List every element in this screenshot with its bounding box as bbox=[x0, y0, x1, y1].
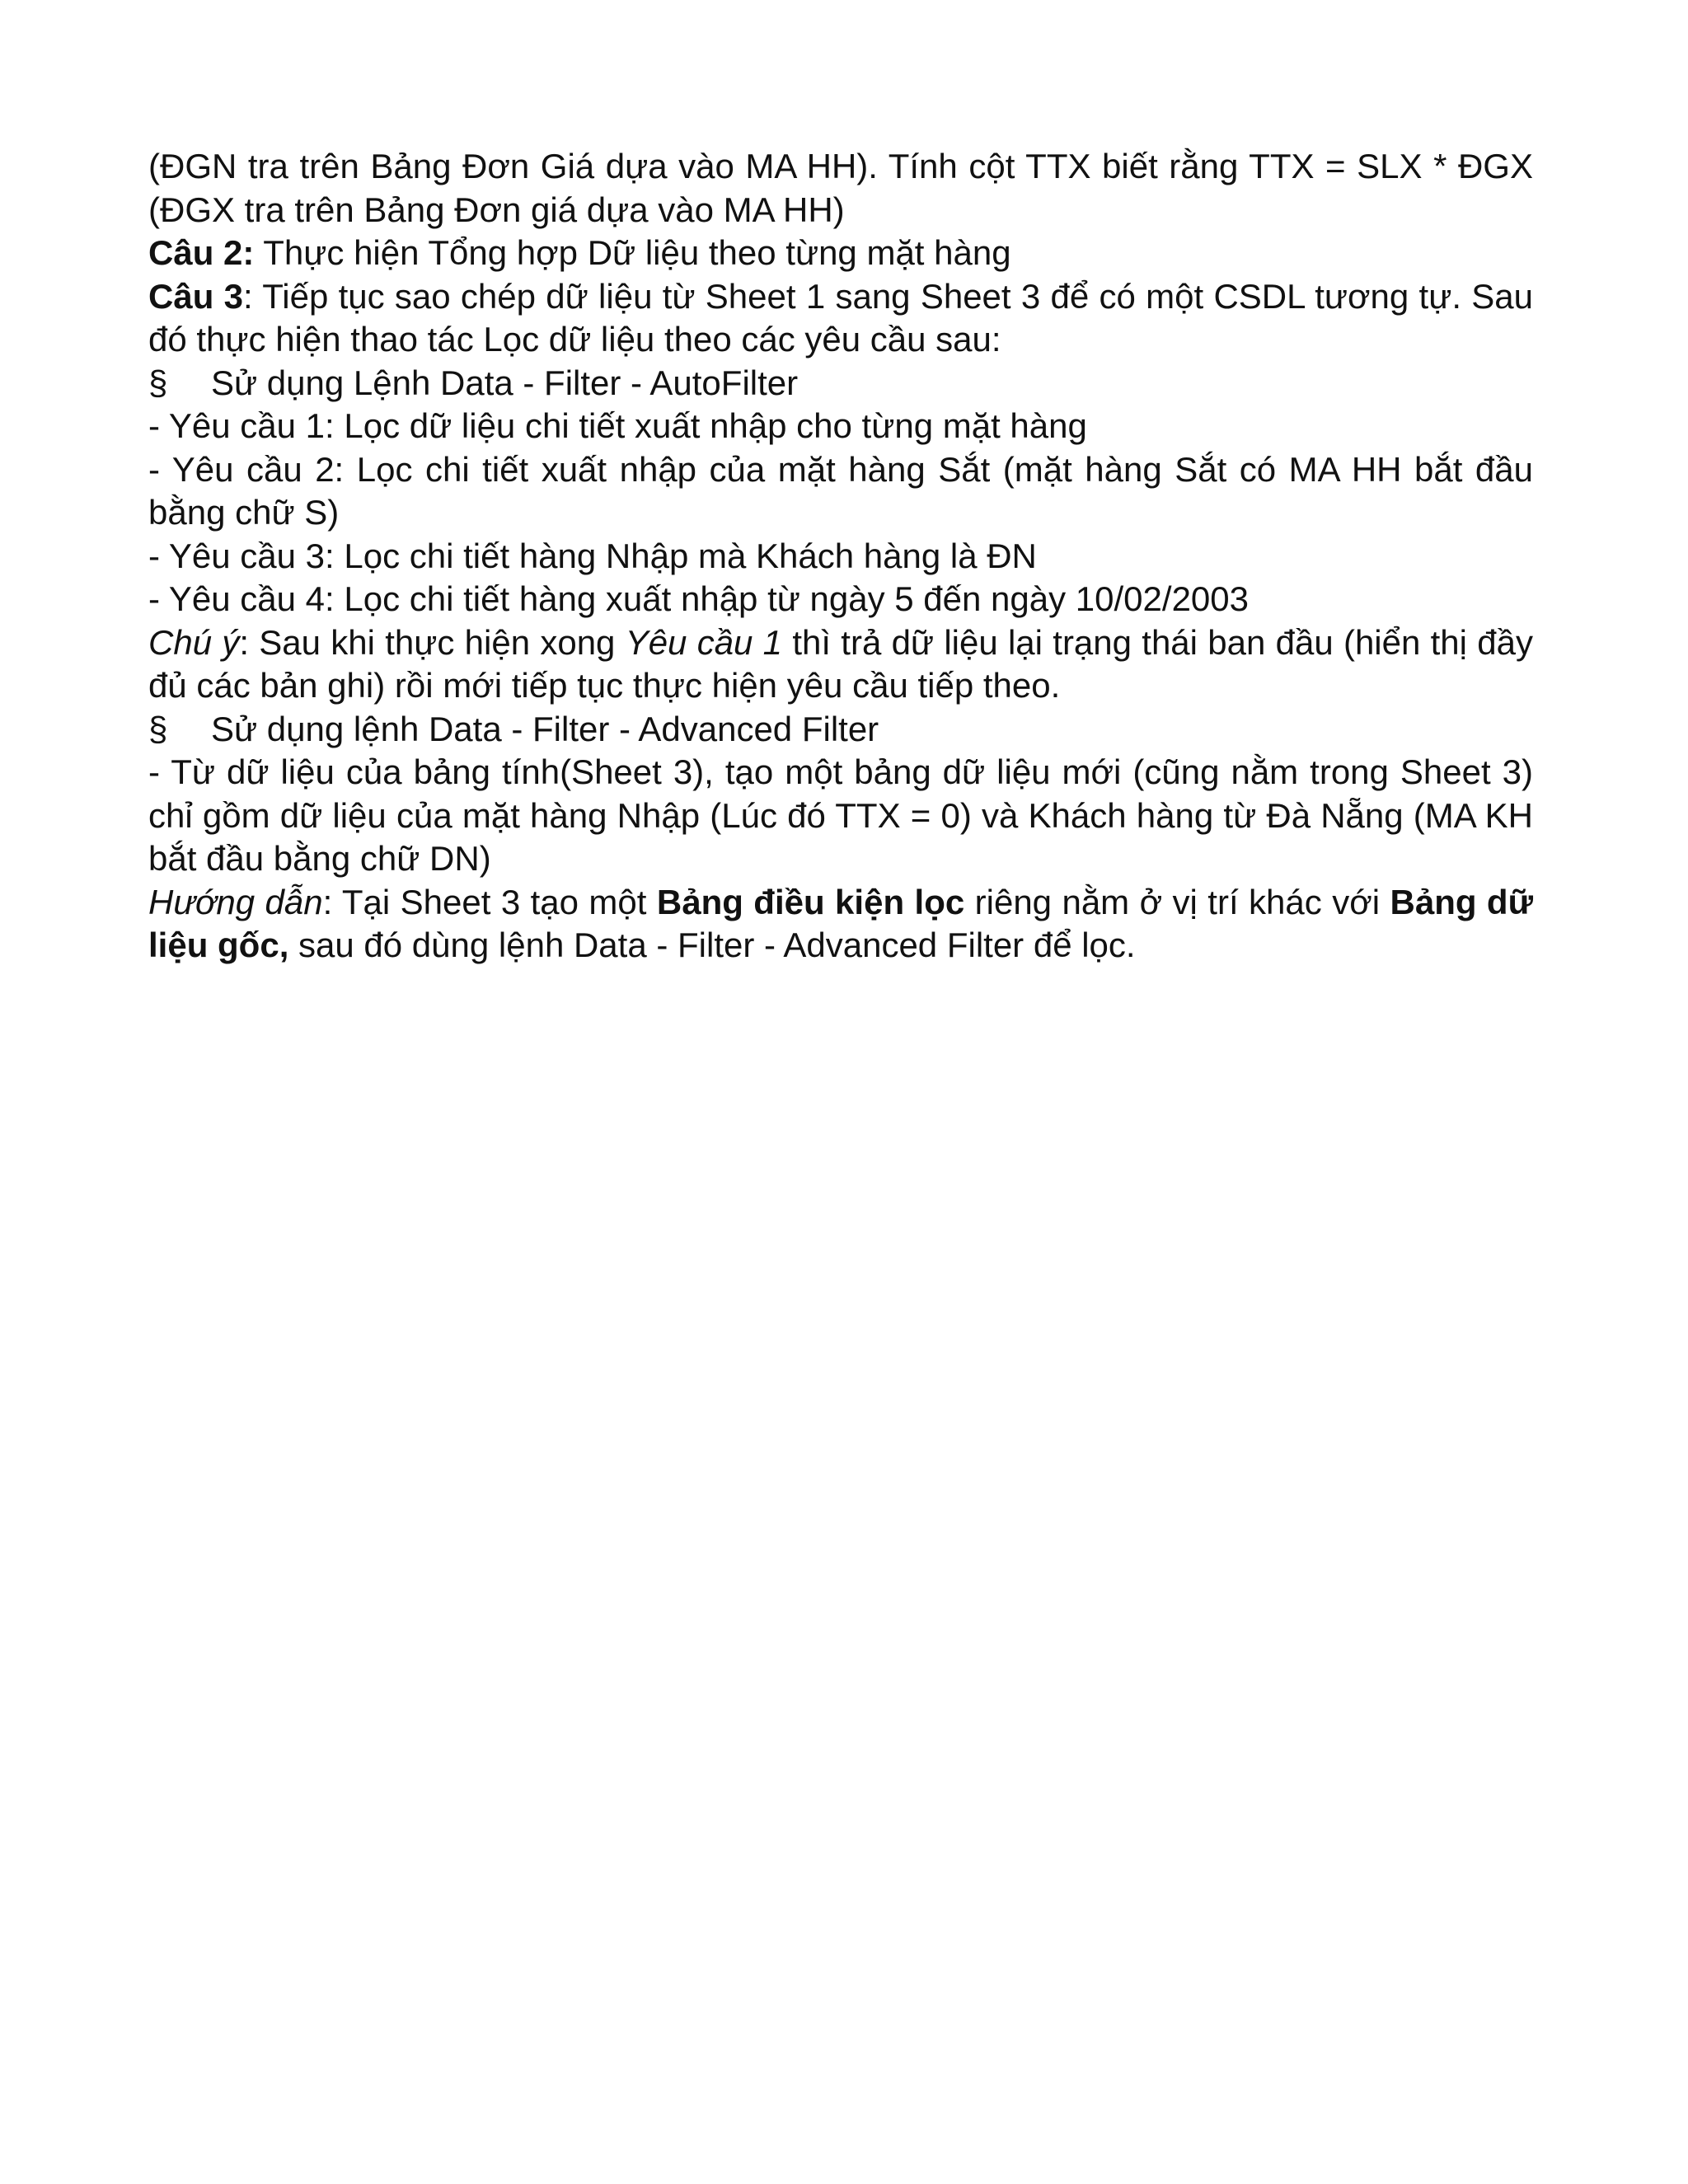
guide-paragraph bbox=[148, 881, 1533, 968]
question-2-text: Thực hiện Tổng hợp Dữ liệu theo từng mặt hàng bbox=[254, 233, 1011, 272]
question-2-label: Câu 2: bbox=[148, 233, 255, 272]
question-2 bbox=[148, 232, 1533, 275]
bullet-advanced-filter-text: Sử dụng lệnh Data - Filter - Advanced Filter bbox=[211, 709, 879, 748]
question-3-label: Câu 3 bbox=[148, 276, 243, 316]
requirement-3: - Yêu cầu 3: Lọc chi tiết hàng Nhập mà Khách hàng là ĐN bbox=[148, 536, 1037, 575]
section-mark-icon: § bbox=[148, 363, 168, 402]
note-label: Chú ý bbox=[148, 622, 240, 662]
question-3 bbox=[148, 275, 1533, 362]
requirement-2: - Yêu cầu 2: Lọc chi tiết xuất nhập của mặt hàng Sắt (mặt hàng Sắt có MA HH bắt đầu bằng chữ S) bbox=[148, 449, 1533, 532]
bullet-autofilter bbox=[148, 362, 1533, 405]
guide-text-c: sau đó dùng lệnh Data - Filter - Advanced Filter để lọc. bbox=[288, 926, 1136, 964]
note-paragraph bbox=[148, 621, 1533, 708]
guide-bold-a: Bảng điều kiện lọc bbox=[656, 882, 965, 921]
document-body bbox=[148, 145, 1533, 968]
note-text-a: : Sau khi thực hiện xong bbox=[239, 622, 626, 662]
guide-label: Hướng dẫn bbox=[148, 882, 323, 921]
bullet-advanced-filter bbox=[148, 708, 1533, 752]
section-mark-icon: § bbox=[148, 709, 168, 748]
note-text-b: thì trả dữ liệu lại trạng thái ban đầu (hiển thị đầy đủ các bản ghi) rồi mới tiếp tục thực hiện yêu cầu tiếp theo. bbox=[148, 622, 1533, 705]
requirement-4: - Yêu cầu 4: Lọc chi tiết hàng xuất nhập từ ngày 5 đến ngày 10/02/2003 bbox=[148, 579, 1249, 618]
guide-bold-b: Bảng dữ liệu gốc, bbox=[148, 882, 1533, 964]
requirement-1: - Yêu cầu 1: Lọc dữ liệu chi tiết xuất nhập cho từng mặt hàng bbox=[148, 406, 1087, 445]
question-3-text: : Tiếp tục sao chép dữ liệu từ Sheet 1 sang Sheet 3 để có một CSDL tương tự. Sau đó thực hiện thao tác Lọc dữ liệu theo các yêu cầu sau: bbox=[148, 276, 1534, 359]
bullet-autofilter-text: Sử dụng Lệnh Data - Filter - AutoFilter bbox=[211, 363, 799, 402]
note-italic-ref: Yêu cầu 1 bbox=[625, 622, 783, 662]
paragraph-dgn-ttx: (ĐGN tra trên Bảng Đơn Giá dựa vào MA HH). Tính cột TTX biết rằng TTX = SLX * ĐGX (ĐGX tra trên Bảng Đơn giá dựa vào MA HH) bbox=[148, 147, 1533, 229]
guide-text-b: riêng nằm ở vị trí khác với bbox=[964, 882, 1390, 921]
advanced-filter-task: - Từ dữ liệu của bảng tính(Sheet 3), tạo một bảng dữ liệu mới (cũng nằm trong Sheet 3) chỉ gồm dữ liệu của mặt hàng Nhập (Lúc đó TTX = 0) và Khách hàng từ Đà Nẵng (MA KH bắt đầu bằng chữ DN) bbox=[148, 752, 1533, 878]
guide-text-a: : Tại Sheet 3 tạo một bbox=[322, 882, 657, 921]
